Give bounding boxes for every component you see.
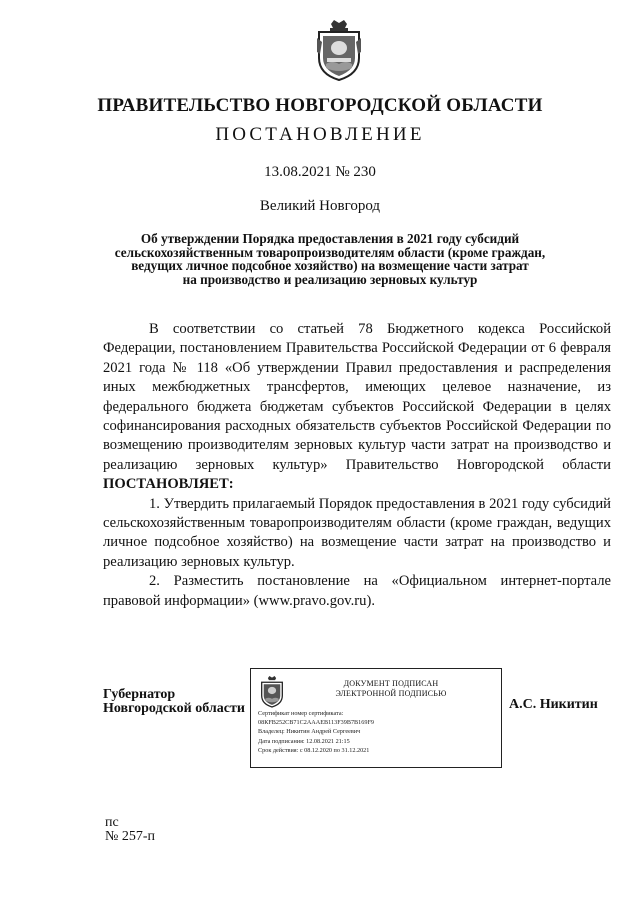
stamp-details [258,709,374,755]
sign-date: Дата подписания: 12.08.2021 21:15 [258,737,350,745]
e-signature-stamp [250,668,502,768]
subject-line: на производство и реализацию зерновых культур [182,271,478,287]
document-type: ПОСТАНОВЛЕНИЕ [215,124,425,145]
date-number: 13.08.2021 № 230 [264,164,376,180]
signatory-position [103,688,245,716]
stamp-heading-line: ЭЛЕКТРОННОЙ ПОДПИСЬЮ [335,689,447,698]
decree-word: ПОСТАНОВЛЯЕТ: [103,476,234,493]
coat-of-arms-icon [314,18,364,82]
coat-of-arms-icon [259,675,285,708]
preamble-text: В соответствии со статьей 78 Бюджетного кодекса Российской Федерации, постановлением Правительства Российской Федерации от 6 февраля 2021 года № 118 «Об утверждении Правил предоставления и распределения иных межбюджетных трансфертов, имеющих целевое назначение, из федерального бюджета бюджетам субъектов Российской Федерации в целях софинансирования расходных обязательств субъектов Российской Федерации по возмещению производителям зерновых культур части затрат на производство и реализацию зерновых культур» Правительство Новгородской области [103,321,611,473]
cert-label: Сертификат номер сертификата: [258,710,344,717]
item-1: 1. Утвердить прилагаемый Порядок предоставления в 2021 году субсидий сельскохозяйственным товаропроизводителям области (кроме граждан, ведущих личное подсобное хозяйство) на возмещение части затрат на производство и реализацию зерновых культур. [103,495,611,570]
document-body [103,320,611,611]
subject-line: сельскохозяйственным товаропроизводителям области (кроме граждан, [114,244,546,260]
footer-note [105,816,155,844]
signatory-name: А.С. Никитин [509,697,598,712]
stamp-heading-line: ДОКУМЕНТ ПОДПИСАН [343,679,439,688]
subject-line: Об утверждении Порядка предоставления в 2021 году субсидий [140,231,520,246]
subject-line: ведущих личное подсобное хозяйство) на возмещение части затрат [131,258,529,274]
government-title: ПРАВИТЕЛЬСТВО НОВГОРОДСКОЙ ОБЛАСТИ [97,95,543,116]
position-line: Новгородской области [103,701,245,716]
footer-number: № 257-п [105,829,156,844]
document-subject [100,232,560,286]
cert-validity: Срок действия: с 08.12.2020 по 31.12.2021 [258,746,370,754]
preamble-paragraph [103,320,611,495]
city: Великий Новгород [259,198,381,214]
cert-owner: Владелец: Никитин Андрей Сергеевич [258,728,361,736]
position-line: Губернатор [103,687,176,702]
item-2: 2. Разместить постановление на «Официальном интернет-портале правовой информации» (www.pravo.gov.ru). [103,573,611,609]
footer-code: пс [105,815,119,830]
stamp-heading [291,679,491,699]
cert-number: 08КFB252CB71C2AAAEB113F39B7B169F9 [258,719,374,727]
